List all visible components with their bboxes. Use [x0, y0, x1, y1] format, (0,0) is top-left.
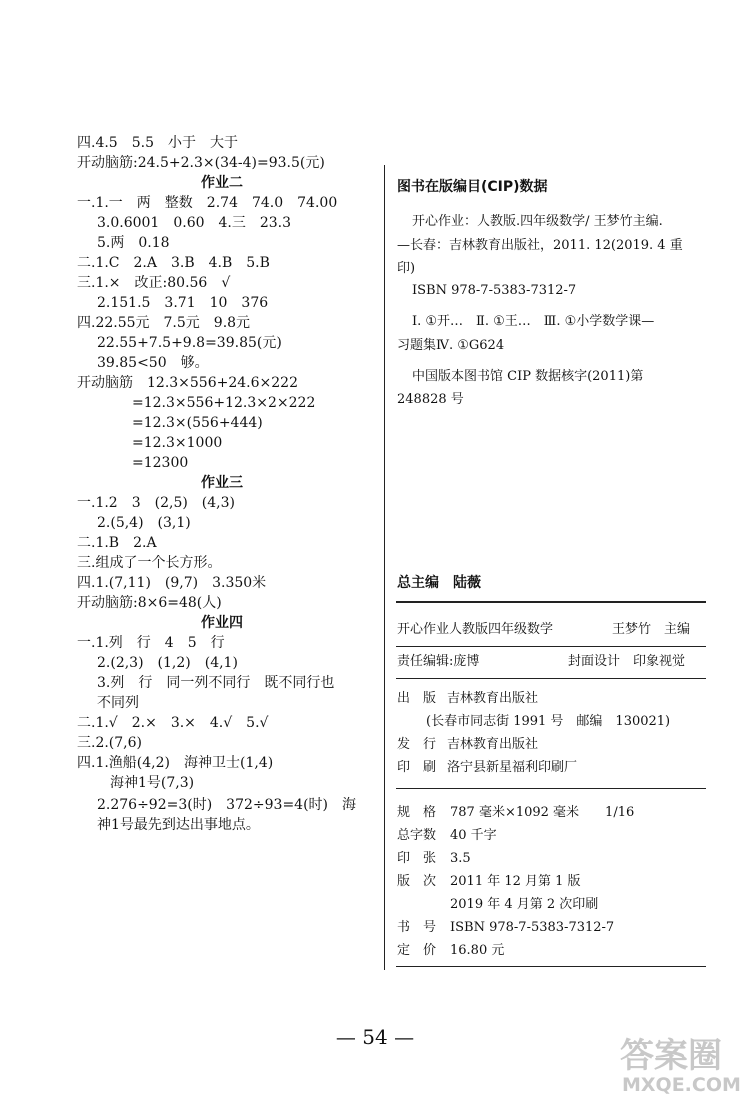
answer-line: 四.1.渔船(4,2) 海神卫士(1,4)	[77, 755, 274, 771]
section-heading: 作业四	[201, 615, 243, 631]
spec-value: 787 毫米×1092 毫米 1/16	[450, 805, 635, 820]
answer-line: 四.22.55元 7.5元 9.8元	[77, 315, 251, 331]
cip-line: —长春：吉林教育出版社，2011. 12(2019. 4 重	[397, 238, 683, 253]
answer-line: 开动脑筋:8×6=48(人)	[77, 595, 222, 611]
spec-value: 2019 年 4 月第 2 次印刷	[450, 897, 599, 912]
cip-line: 248828 号	[397, 392, 464, 407]
answer-line: 三.2.(7,6)	[77, 735, 142, 751]
answer-line: =12.3×(556+444)	[132, 415, 263, 431]
answer-line: 四.4.5 5.5 小于 大于	[77, 135, 238, 151]
cip-line: 开心作业：人教版.四年级数学/ 王梦竹主编.	[412, 214, 663, 229]
spec-label: 书 号	[397, 920, 437, 935]
answer-line: 海神1号(7,3)	[110, 775, 195, 791]
page-number: — 54 —	[335, 1025, 415, 1049]
divider	[396, 788, 706, 789]
answer-line: 三.1.× 改正:80.56 √	[77, 275, 231, 291]
answer-line: =12300	[132, 455, 189, 471]
answer-line: =12.3×556+12.3×2×222	[132, 395, 316, 411]
answer-line: 一.1.2 3 (2,5) (4,3)	[77, 495, 235, 511]
chief-editor: 总主编 陆薇	[397, 575, 481, 591]
answer-line: 二.1.√ 2.× 3.× 4.√ 5.√	[77, 715, 269, 731]
spec-label: 版 次	[397, 874, 437, 889]
section-heading: 作业三	[201, 475, 243, 491]
answer-line: 开动脑筋:24.5+2.3×(34-4)=93.5(元)	[77, 155, 325, 171]
answer-line: 2.(2,3) (1,2) (4,1)	[97, 655, 238, 671]
cover-design: 封面设计 印象视觉	[568, 654, 686, 669]
cip-title: 图书在版编目(CIP)数据	[397, 179, 548, 195]
answer-line: 四.1.(7,11) (9,7) 3.350米	[77, 575, 267, 591]
watermark-bottom: MXQE.COM	[622, 1074, 741, 1096]
answer-line: 2.151.5 3.71 10 376	[97, 295, 269, 311]
distributor-label: 发 行	[397, 737, 437, 752]
printer: 洛宁县新星福利印刷厂	[447, 760, 578, 775]
spec-value: 16.80 元	[450, 943, 505, 958]
book-title: 开心作业人教版四年级数学	[397, 622, 554, 637]
answer-line: 一.1.列 行 4 5 行	[77, 635, 225, 651]
spec-value: 40 千字	[450, 828, 497, 843]
distributor: 吉林教育出版社	[447, 737, 539, 752]
cip-line: Ⅰ. ①开… Ⅱ. ①王… Ⅲ. ①小学数学课—	[412, 314, 655, 329]
section-heading: 作业二	[201, 175, 243, 191]
printer-label: 印 刷	[397, 760, 437, 775]
answer-line: 5.两 0.18	[97, 235, 170, 251]
divider	[396, 966, 706, 967]
spec-label: 定 价	[397, 943, 437, 958]
answer-line: 3.列 行 同一列不同行 既不同行也	[97, 675, 335, 691]
answer-line: 3.0.6001 0.60 4.三 23.3	[97, 215, 292, 231]
divider	[396, 646, 706, 647]
answer-line: 开动脑筋 12.3×556+24.6×222	[77, 375, 298, 391]
spec-value: 2011 年 12 月第 1 版	[450, 874, 581, 889]
answer-line: 神1号最先到达出事地点。	[97, 817, 260, 833]
publisher-address: (长春市同志街 1991 号 邮编 130021)	[426, 714, 671, 729]
spec-label: 规 格	[397, 805, 437, 820]
spec-label: 总字数	[397, 828, 437, 843]
responsible-editor: 责任编辑:庞博	[397, 654, 480, 669]
divider	[396, 678, 706, 679]
answer-line: 二.1.C 2.A 3.B 4.B 5.B	[77, 255, 270, 271]
cip-line: 印)	[397, 261, 416, 276]
spec-label: 印 张	[397, 851, 437, 866]
answer-line: 2.(5,4) (3,1)	[97, 515, 191, 531]
divider	[396, 601, 706, 603]
publisher: 吉林教育出版社	[447, 691, 539, 706]
watermark-top: 答案圈	[620, 1036, 722, 1076]
cip-line: 习题集Ⅳ. ①G624	[397, 338, 505, 353]
cip-line: ISBN 978-7-5383-7312-7	[412, 283, 577, 298]
cip-line: 中国版本图书馆 CIP 数据核字(2011)第	[412, 369, 644, 384]
answer-line: 二.1.B 2.A	[77, 535, 157, 551]
answer-line: 2.276÷92=3(时) 372÷93=4(时) 海	[97, 797, 357, 813]
answer-line: 不同列	[97, 695, 139, 711]
column-divider	[384, 165, 385, 970]
answer-line: 三.组成了一个长方形。	[77, 555, 222, 571]
answer-line: 39.85<50 够。	[97, 355, 209, 371]
spec-value: 3.5	[450, 851, 471, 866]
answer-line: 22.55+7.5+9.8=39.85(元)	[97, 335, 282, 351]
answer-line: 一.1.一 两 整数 2.74 74.0 74.00	[77, 195, 338, 211]
spec-value: ISBN 978-7-5383-7312-7	[450, 920, 615, 935]
book-editor: 王梦竹 主编	[612, 622, 691, 637]
answer-line: =12.3×1000	[132, 435, 223, 451]
publisher-label: 出 版	[397, 691, 437, 706]
